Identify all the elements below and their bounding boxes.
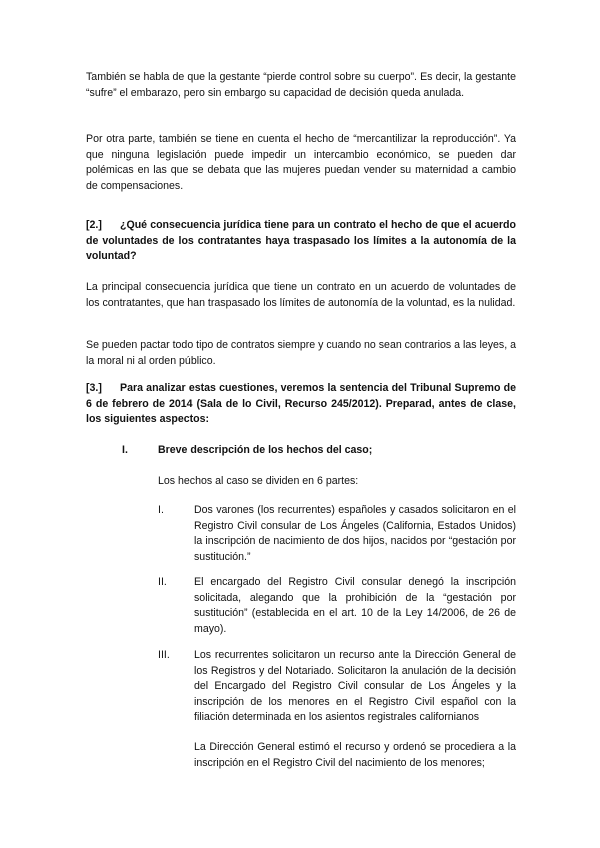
section-1-intro: Los hechos al caso se dividen en 6 partes: (158, 475, 359, 487)
list-item-continuation: La Dirección General estimó el recurso y ordenó se procediera a la inscripción en el Registro Civil del nacimiento de los menores; (194, 741, 516, 769)
list-item-text: El encargado del Registro Civil consular denegó la inscripción solicitada, alegando que la prohibición de la “gestación por sustitución” (establecida en el art. 10 de la Ley 14/2006, de 26 de mayo). (194, 576, 516, 635)
section-1-title: Breve descripción de los hechos del caso; (158, 444, 373, 456)
list-item-text: Los recurrentes solicitaron un recurso ante la Dirección General de los Registros y del Notariado. Solicitaron la anulación de la decisión del Encargado del Registro Civil consular de Los Ángeles y la inscripción de los menores en el Registro Civil español con la filiación determinada en los asientos registrales californianos (194, 649, 516, 724)
question-3-text: Para analizar estas cuestiones, veremos la sentencia del Tribunal Supremo de 6 de febrero de 2014 (Sala de lo Civil, Recurso 245/2012). Preparad, antes de clase, los siguientes aspectos: (86, 382, 516, 426)
list-item-text: Dos varones (los recurrentes) españoles y casados solicitaron en el Registro Civil consular de Los Ángeles (California, Estados Unidos) la inscripción de nacimiento de dos hijos, nacidos por “gestación por sustitución.” (194, 504, 516, 563)
list-item-number: III. (158, 649, 170, 661)
paragraph-mercantilizar: Por otra parte, también se tiene en cuenta el hecho de “mercantilizar la reproducción”. Ya que ninguna legislación puede impedir un intercambio económico, se pueden dar polémicas en las que se debata que las mujeres puedan vender su maternidad a cambio de compensaciones. (86, 133, 516, 192)
paragraph-gestante-control: También se habla de que la gestante “pierde control sobre su cuerpo”. Es decir, la gestante “sufre” el embarazo, pero sin embargo su capacidad de decisión queda anulada. (86, 71, 516, 99)
section-1-number: I. (122, 444, 128, 456)
answer-2-paragraph-1: La principal consecuencia jurídica que tiene un contrato en un acuerdo de voluntades de los contratantes, que han traspasado los límites de autonomía de la voluntad, es la nulidad. (86, 281, 516, 309)
answer-2-paragraph-2: Se pueden pactar todo tipo de contratos siempre y cuando no sean contrarios a las leyes, a la moral ni al orden público. (86, 339, 516, 367)
list-item-number: I. (158, 504, 164, 516)
list-item-number: II. (158, 576, 167, 588)
question-2-label: [2.] (86, 219, 102, 231)
question-3-label: [3.] (86, 382, 102, 394)
question-2-text: ¿Qué consecuencia jurídica tiene para un contrato el hecho de que el acuerdo de voluntades de los contratantes haya traspasado los límites a la autonomía de la voluntad? (86, 219, 516, 263)
